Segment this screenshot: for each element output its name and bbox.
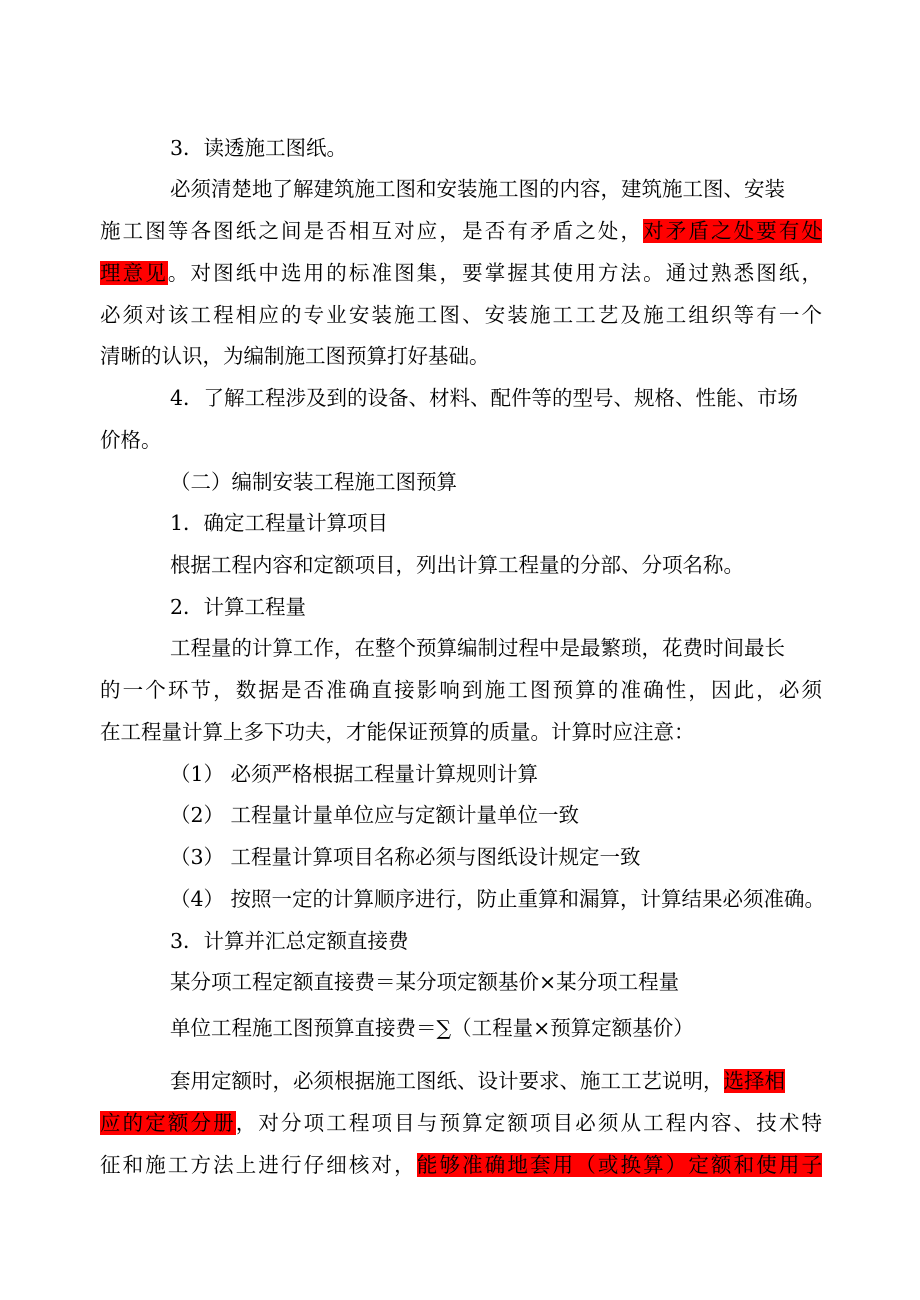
list-item: （4） 按照一定的计算顺序进行，防止重算和漏算，计算结果必须准确。 <box>170 887 826 911</box>
highlight-text: 选择相 <box>723 1069 785 1093</box>
list-item: （1） 必须严格根据工程量计算规则计算 <box>170 762 539 786</box>
paragraph-line: 在工程量计算上多下功夫，才能保证预算的质量。计算时应注意： <box>100 720 695 744</box>
paragraph-line: 套用定额时，必须根据施工图纸、设计要求、施工工艺说明，选择相 <box>170 1069 785 1093</box>
section-heading: （二）编制安装工程施工图预算 <box>170 470 457 494</box>
formula-line: 单位工程施工图预算直接费＝∑（工程量×预算定额基价） <box>170 1016 694 1040</box>
paragraph-line: 应的定额分册，对分项工程项目与预算定额项目必须从工程内容、技术特 <box>100 1111 823 1135</box>
paragraph-line: 必须清楚地了解建筑施工图和安装施工图的内容，建筑施工图、安装 <box>170 177 785 201</box>
paragraph-line: 征和施工方法上进行仔细核对，能够准确地套用（或换算）定额和使用子 <box>100 1153 823 1177</box>
step-3-heading: 3．计算并汇总定额直接费 <box>170 929 409 953</box>
paragraph-line: 工程量的计算工作，在整个预算编制过程中是最繁琐，花费时间最长 <box>170 636 785 660</box>
list-item: （2） 工程量计量单位应与定额计量单位一致 <box>170 803 580 827</box>
paragraph-line: 的一个环节，数据是否准确直接影响到施工图预算的准确性，因此，必须 <box>100 678 822 702</box>
step-4-line: 4．了解工程涉及到的设备、材料、配件等的型号、规格、性能、市场 <box>170 386 799 410</box>
paragraph-line: 施工图等各图纸之间是否相互对应，是否有矛盾之处，对矛盾之处要有处 <box>100 219 823 243</box>
step-1-heading: 1．确定工程量计算项目 <box>170 511 389 535</box>
paragraph-line: 根据工程内容和定额项目，列出计算工程量的分部、分项名称。 <box>170 553 744 577</box>
paragraph-line: 必须对该工程相应的专业安装施工图、安装施工工艺及施工组织等有一个 <box>100 303 822 327</box>
paragraph-line: 价格。 <box>100 428 162 452</box>
highlight-text: 对矛盾之处要有处 <box>643 219 823 243</box>
step-3-heading: 3．读透施工图纸。 <box>170 136 348 160</box>
paragraph-line: 理意见。对图纸中选用的标准图集，要掌握其使用方法。通过熟悉图纸， <box>100 261 823 285</box>
highlight-text: 理意见 <box>100 261 168 285</box>
highlight-text: 能够准确地套用（或换算）定额和使用子 <box>416 1153 823 1177</box>
step-2-heading: 2．计算工程量 <box>170 595 307 619</box>
paragraph-line: 清晰的认识，为编制施工图预算打好基础。 <box>100 344 490 368</box>
list-item: （3） 工程量计算项目名称必须与图纸设计规定一致 <box>170 845 641 869</box>
highlight-text: 应的定额分册 <box>100 1111 236 1135</box>
formula-line: 某分项工程定额直接费＝某分项定额基价×某分项工程量 <box>170 970 680 994</box>
